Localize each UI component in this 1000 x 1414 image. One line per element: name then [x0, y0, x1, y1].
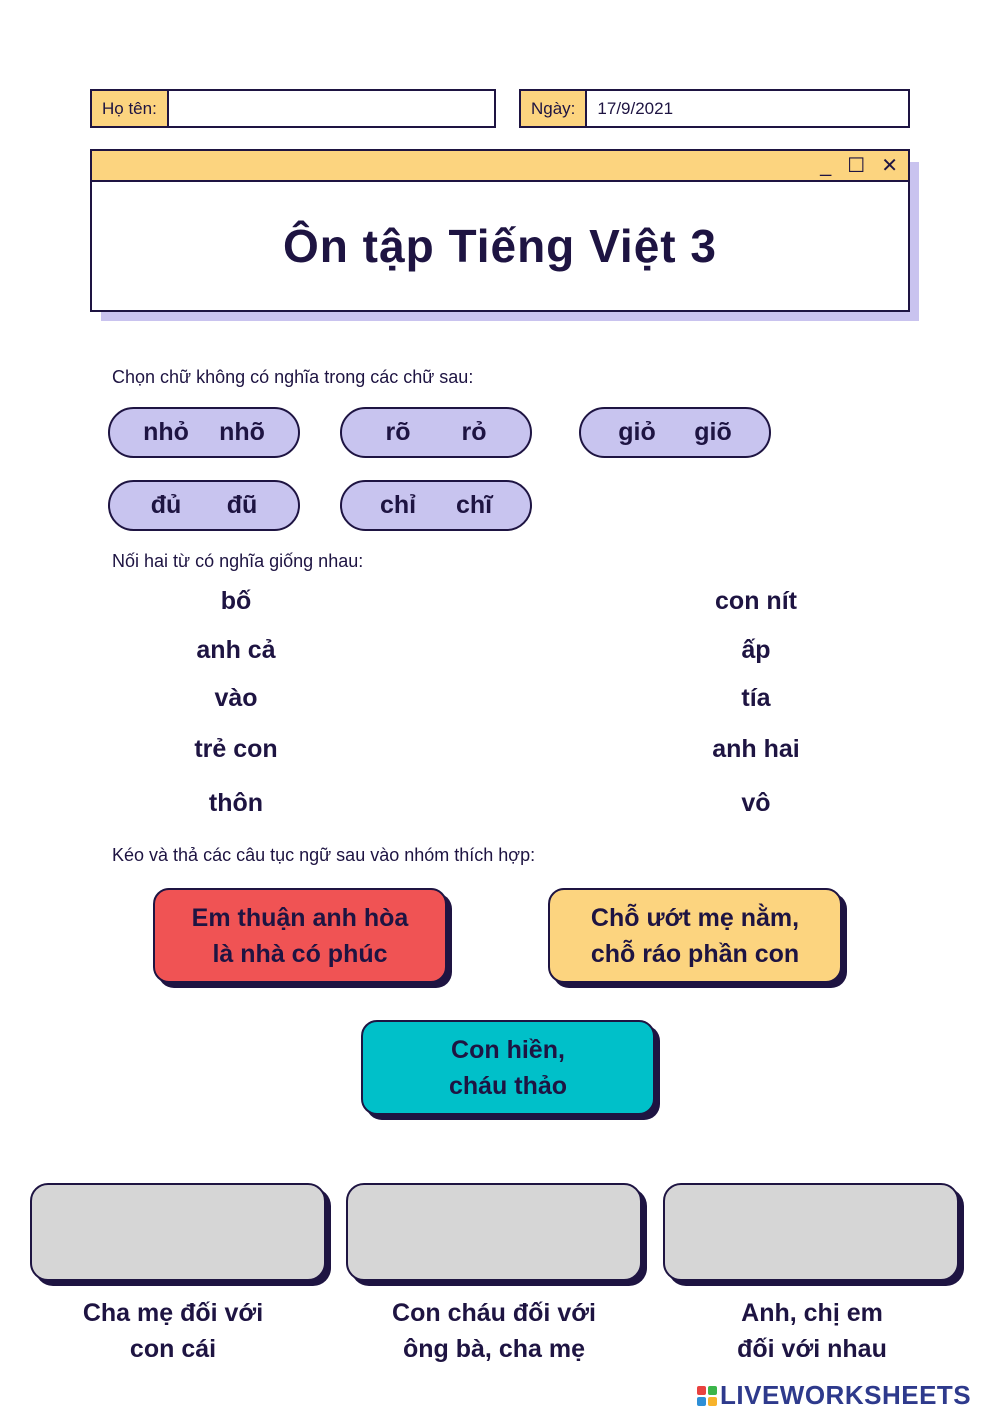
choice-pair [108, 407, 300, 458]
logo-text: LIVEWORKSHEETS [720, 1380, 972, 1410]
match-left-word[interactable]: bố [220, 587, 252, 615]
close-icon: ✕ [881, 154, 898, 177]
choice-option[interactable]: giõ [694, 418, 732, 446]
liveworksheets-logo [697, 1380, 971, 1411]
choice-option[interactable]: nhõ [219, 418, 265, 446]
choice-option[interactable]: rỏ [461, 418, 487, 446]
section3-instruction: Kéo và thả các câu tục ngữ sau vào nhóm thích hợp: [112, 845, 536, 865]
match-left-word[interactable]: thôn [208, 789, 264, 817]
choice-option[interactable]: giỏ [618, 418, 656, 446]
logo-grid-icon [697, 1386, 717, 1406]
choice-option[interactable]: nhỏ [143, 418, 189, 446]
date-label: Ngày: [521, 91, 587, 126]
drop-zone-label: Anh, chị em đối với nhau [737, 1299, 887, 1363]
page-title: Ôn tập Tiếng Việt 3 [283, 220, 717, 272]
minimize-icon: _ [820, 154, 832, 177]
section1-instruction: Chọn chữ không có nghĩa trong các chữ sau: [112, 367, 474, 387]
drop-zone[interactable] [346, 1183, 642, 1281]
date-value[interactable]: 17/9/2021 [597, 98, 674, 118]
choice-option[interactable]: chĩ [455, 491, 493, 519]
section2-instruction: Nối hai từ có nghĩa giống nhau: [112, 551, 364, 571]
draggable-proverb-card[interactable]: Con hiền, cháu thảo [361, 1020, 655, 1115]
match-right-word[interactable]: vô [741, 789, 771, 817]
choice-option[interactable]: rõ [385, 418, 411, 446]
choice-pair [340, 480, 532, 531]
draggable-proverb-card[interactable]: Em thuận anh hòa là nhà có phúc [153, 888, 447, 983]
choice-pair [340, 407, 532, 458]
drop-zone[interactable] [30, 1183, 326, 1281]
drop-zone-label: Con cháu đối với ông bà, cha mẹ [392, 1299, 596, 1363]
match-left-word[interactable]: vào [214, 684, 258, 712]
name-input[interactable] [169, 91, 494, 126]
match-left-word[interactable]: trẻ con [194, 735, 278, 763]
match-right-word[interactable]: ấp [741, 636, 771, 664]
maximize-icon: ☐ [847, 154, 866, 177]
title-window [90, 149, 910, 312]
draggable-proverb-card[interactable]: Chỗ ướt mẹ nằm, chỗ ráo phần con [548, 888, 842, 983]
choice-pair [579, 407, 771, 458]
choice-option[interactable]: đũ [226, 491, 258, 519]
choice-option[interactable]: đủ [150, 491, 182, 519]
name-field [90, 89, 496, 128]
date-field [519, 89, 910, 128]
match-right-word[interactable]: tía [741, 684, 771, 712]
title-bar [92, 151, 908, 182]
match-right-word[interactable]: con nít [715, 587, 797, 615]
choice-option[interactable]: chỉ [379, 491, 417, 519]
match-left-word[interactable]: anh cả [196, 636, 276, 664]
choice-pair [108, 480, 300, 531]
drop-zone-label: Cha mẹ đối với con cái [82, 1299, 264, 1363]
match-right-word[interactable]: anh hai [712, 735, 800, 763]
drop-zone[interactable] [663, 1183, 959, 1281]
name-label: Họ tên: [92, 91, 169, 126]
